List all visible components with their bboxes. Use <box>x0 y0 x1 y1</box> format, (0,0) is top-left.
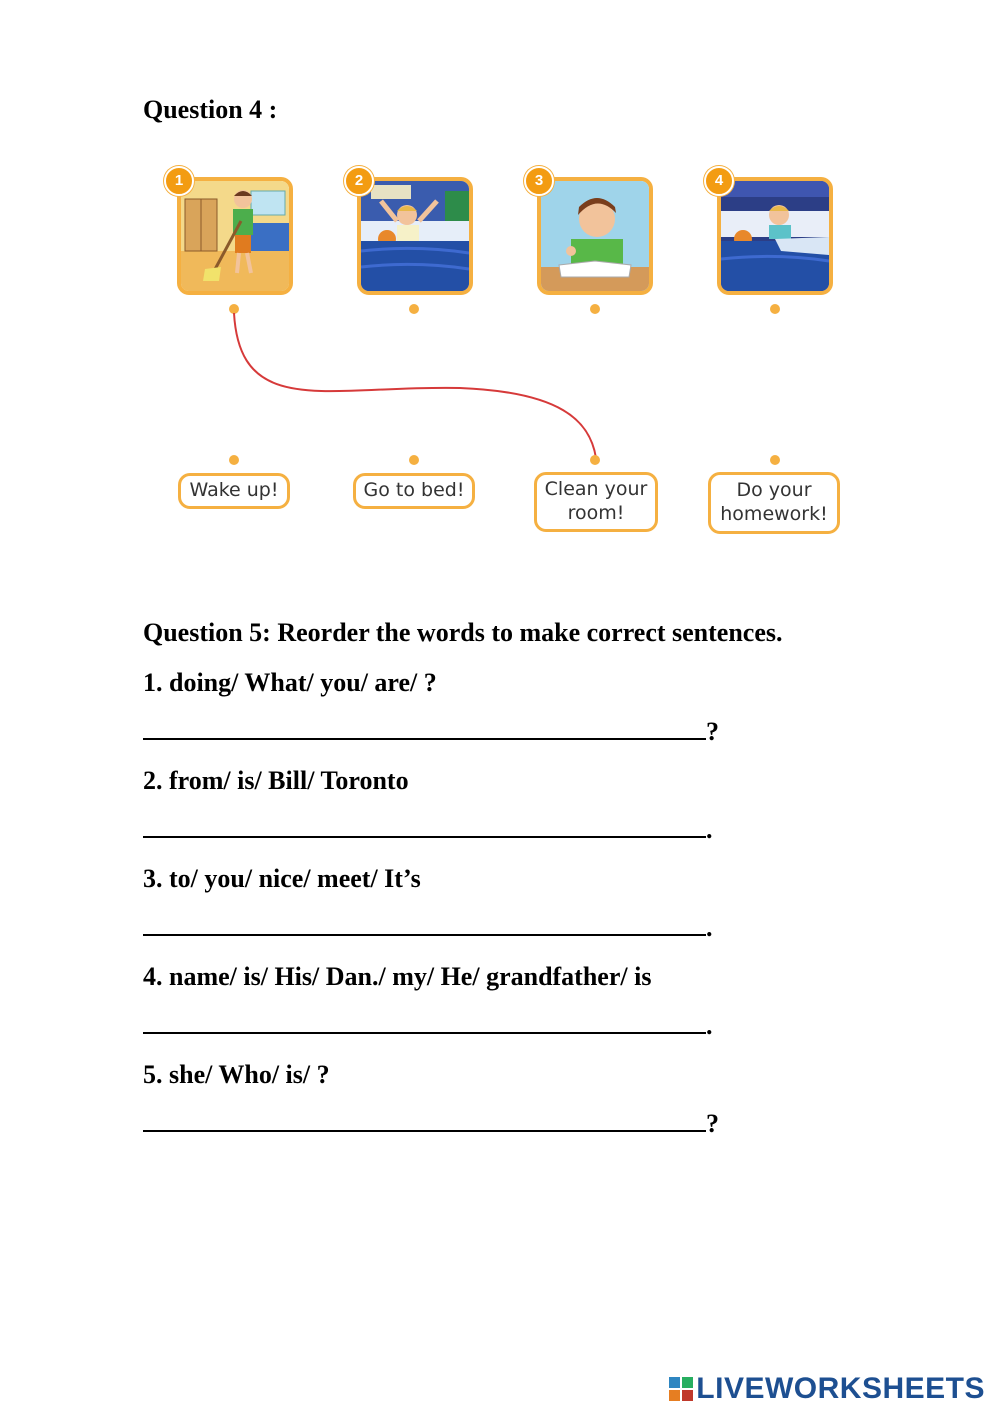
sentence-prompt-2: 2. from/ is/ Bill/ Toronto <box>143 766 409 795</box>
question-5-title: Question 5: Reorder the words to make correct sentences. <box>143 618 783 647</box>
sentence-prompt-5: 5. she/ Who/ is/ ? <box>143 1060 330 1089</box>
sentence-prompt-4: 4. name/ is/ His/ Dan./ my/ He/ grandfather/ is <box>143 962 652 991</box>
label-go-to-bed: Go to bed! <box>353 473 475 509</box>
match-dot-bottom-3[interactable] <box>590 455 600 465</box>
match-dot-bottom-4[interactable] <box>770 455 780 465</box>
match-dot-bottom-1[interactable] <box>229 455 239 465</box>
logo-blocks-icon <box>669 1377 693 1401</box>
sentence-prompt-3: 3. to/ you/ nice/ meet/ It’s <box>143 864 421 893</box>
answer-field-5[interactable]: ? <box>143 1108 719 1139</box>
answer-field-4[interactable]: . <box>143 1010 713 1041</box>
liveworksheets-logo <box>669 1372 985 1406</box>
picture-number-3: 3 <box>524 166 554 196</box>
picture-number-2: 2 <box>344 166 374 196</box>
sentence-prompt-1: 1. doing/ What/ you/ are/ ? <box>143 668 437 697</box>
label-clean-your-room: Clean your room! <box>534 472 658 532</box>
picture-number-1: 1 <box>164 166 194 196</box>
logo-text: LIVEWORKSHEETS <box>696 1372 985 1405</box>
answer-field-2[interactable]: . <box>143 814 713 845</box>
picture-number-4: 4 <box>704 166 734 196</box>
question-4-title: Question 4 : <box>143 95 278 124</box>
answer-field-3[interactable]: . <box>143 912 713 943</box>
match-dot-bottom-2[interactable] <box>409 455 419 465</box>
label-do-your-homework: Do your homework! <box>708 472 840 534</box>
label-wake-up: Wake up! <box>178 473 290 509</box>
answer-field-1[interactable]: ? <box>143 716 719 747</box>
example-match-line <box>0 0 999 600</box>
